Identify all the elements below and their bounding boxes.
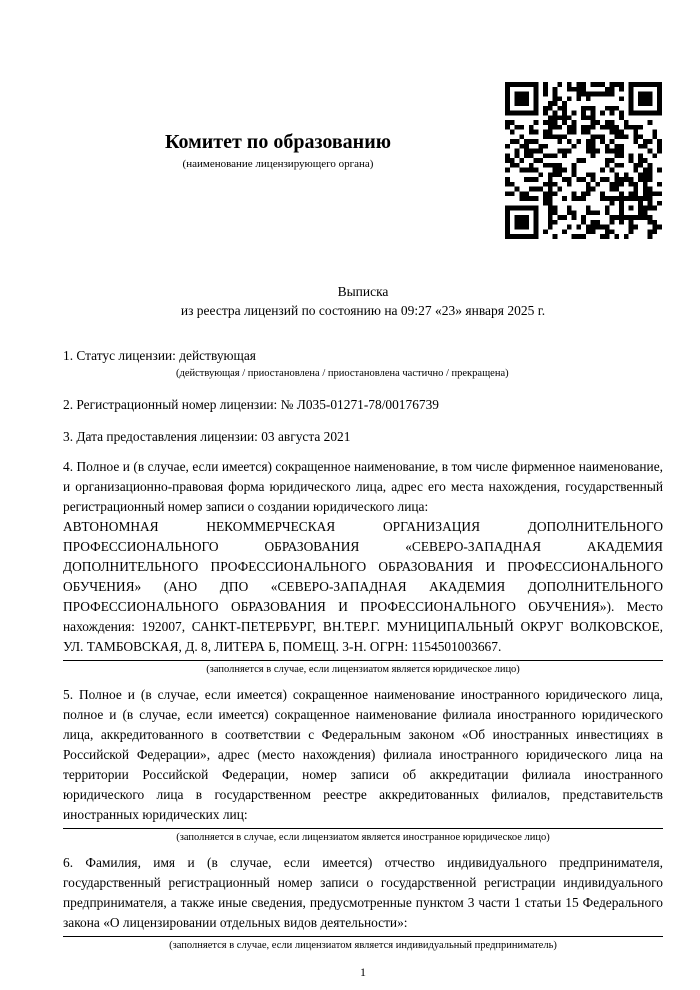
license-status-text: 1. Статус лицензии: действующая xyxy=(63,348,256,363)
foreign-entity-caption: (заполняется в случае, если лицензиатом является иностранное юридическое лицо) xyxy=(176,832,550,843)
individual-entrepreneur-caption: (заполняется в случае, если лицензиатом является индивидуальный предприниматель) xyxy=(169,940,557,951)
legal-entity-intro: 4. Полное и (в случае, если имеется) сокращенное наименование, в том числе фирменное наименование, и организационно-правовая форма юридического лица, адрес его места нахождения, государственный регистрационный номер записи о создании юридического лица: xyxy=(63,459,663,514)
foreign-entity-text: 5. Полное и (в случае, если имеется) сокращенное наименование иностранного юридического лица, полное и (в случае, если имеется) сокращенное наименование филиала иностранного юридического лица, аккредитованного в соответствии с Федеральным законом «Об иностранных инвестициях в Российской Федерации», адрес (место нахождения) филиала иностранного юридического лица на территории Российской Федерации, номер записи об аккредитации филиала иностранного юридического лица в государственном реестре аккредитованных филиалов, представительств иностранных юридических лиц: xyxy=(63,687,663,822)
section-individual-entrepreneur xyxy=(63,853,663,952)
section-legal-entity xyxy=(63,457,663,676)
section-foreign-entity xyxy=(63,685,663,844)
document-title-line1: Выписка xyxy=(337,284,389,299)
document-title-line2: из реестра лицензий по состоянию на 09:27 «23» января 2025 г. xyxy=(180,303,546,318)
section-registration-number xyxy=(63,395,663,415)
individual-entrepreneur-text: 6. Фамилия, имя и (в случае, если имеется) отчество индивидуального предпринимателя, государственный регистрационный номер записи о государственной регистрации индивидуального предпринимателя, а также иные сведения, предусмотренные пунктом 3 части 1 статьи 15 Федерального закона «О лицензировании отдельных видов деятельности»: xyxy=(63,855,663,930)
document-body xyxy=(63,0,663,980)
license-status-caption: (действующая / приостановлена / приостановлена частично / прекращена) xyxy=(176,368,509,379)
licensing-authority-caption: (наименование лицензирующего органа) xyxy=(182,158,374,170)
document-title xyxy=(63,0,663,320)
fill-line xyxy=(63,660,663,661)
section-grant-date xyxy=(63,427,663,447)
legal-entity-value: АВТОНОМНАЯ НЕКОММЕРЧЕСКАЯ ОРГАНИЗАЦИЯ ДОПОЛНИТЕЛЬНОГО ПРОФЕССИОНАЛЬНОГО ОБРАЗОВАНИЯ «СЕВЕРО-ЗАПАДНАЯ АКАДЕМИЯ ДОПОЛНИТЕЛЬНОГО ПРОФЕССИОНАЛЬНОГО ОБРАЗОВАНИЯ И ПРОФЕССИОНАЛЬНОГО ОБУЧЕНИЯ» (АНО ДПО «СЕВЕРО-ЗАПАДНАЯ АКАДЕМИЯ ДОПОЛНИТЕЛЬНОГО ПРОФЕССИОНАЛЬНОГО ОБРАЗОВАНИЯ И ПРОФЕССИОНАЛЬНОГО ОБУЧЕНИЯ»). Место нахождения: 192007, САНКТ-ПЕТЕРБУРГ, ВН.ТЕР.Г. МУНИЦИПАЛЬНЫЙ ОКРУГ ВОЛКОВСКОЕ, УЛ. ТАМБОВСКАЯ, Д. 8, ЛИТЕРА Б, ПОМЕЩ. 3-Н. ОГРН: 1154501003667. xyxy=(63,519,663,654)
registration-number-text: 2. Регистрационный номер лицензии: № Л035-01271-78/00176739 xyxy=(63,397,439,412)
fill-line xyxy=(63,936,663,937)
section-license-status xyxy=(63,346,663,380)
fill-line xyxy=(63,828,663,829)
grant-date-text: 3. Дата предоставления лицензии: 03 августа 2021 xyxy=(63,429,351,444)
page-number: 1 xyxy=(360,965,366,979)
legal-entity-caption: (заполняется в случае, если лицензиатом является юридическое лицо) xyxy=(206,664,520,675)
licensing-authority-name: Комитет по образованию xyxy=(165,131,391,153)
